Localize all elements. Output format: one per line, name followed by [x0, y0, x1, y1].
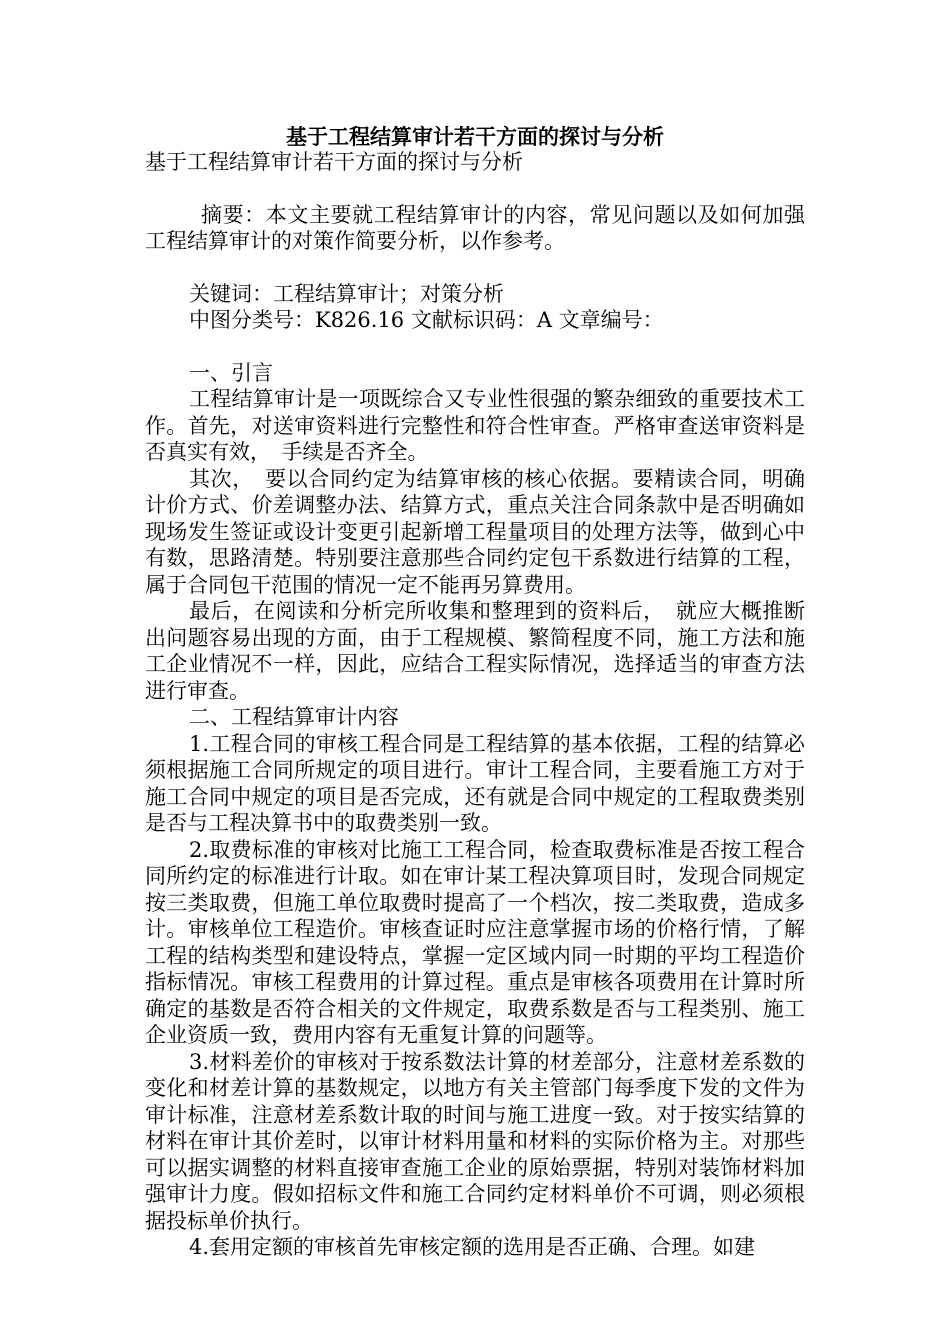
- section-heading-introduction: 一、引言: [189, 360, 273, 385]
- section-heading-audit-content: 二、工程结算审计内容: [189, 705, 399, 729]
- paragraph: 其次， 要以合同约定为结算审核的核心依据。要精读合同，明确计价方式、价差调整办法、结算方式，重点关注合同条款中是否明确如现场发生签证或设计变更引起新增工程量项目的处理方法等，做到心中有数，思路清楚。特别要注意那些合同约定包干系数进行结算的工程，属于合同包干范围的情况一定不能再另算费用。: [145, 466, 805, 597]
- paragraph: 4.套用定额的审核首先审核定额的选用是否正确、合理。如建: [189, 1235, 756, 1259]
- classification-line: 中图分类号：K826.16 文献标识码：A 文章编号：: [189, 308, 664, 332]
- keywords-line: 关键词：工程结算审计；对策分析: [189, 281, 504, 306]
- paragraph: 工程结算审计是一项既综合又专业性很强的繁杂细致的重要技术工作。首先，对送审资料进行完整性和符合性审查。严格审查送审资料是否真实有效， 手续是否齐全。: [145, 387, 805, 464]
- document-title: 基于工程结算审计若干方面的探讨与分析: [286, 125, 664, 149]
- paragraph: 最后，在阅读和分析完所收集和整理到的资料后， 就应大概推断出问题容易出现的方面，由于工程规模、繁简程度不同，施工方法和施工企业情况不一样，因此，应结合工程实际情况，选择适当的审查方法进行审查。: [145, 599, 805, 703]
- abstract-paragraph: 摘要：本文主要就工程结算审计的内容，常见问题以及如何加强工程结算审计的对策作简要分析，以作参考。: [145, 202, 805, 253]
- document-subtitle: 基于工程结算审计若干方面的探讨与分析: [145, 150, 523, 174]
- paragraph: 1.工程合同的审核工程合同是工程结算的基本依据，工程的结算必须根据施工合同所规定的项目进行。审计工程合同，主要看施工方对于施工合同中规定的项目是否完成，还有就是合同中规定的工程取费类别是否与工程决算书中的取费类别一致。: [145, 731, 805, 835]
- document-body: [145, 149, 805, 1261]
- paragraph: 2.取费标准的审核对比施工工程合同，检查取费标准是否按工程合同所约定的标准进行计取。如在审计某工程决算项目时，发现合同规定按三类取费，但施工单位取费时提高了一个档次，按二类取费，造成多计。审核单位工程造价。审核查证时应注意掌握市场的价格行情，了解工程的结构类型和建设特点，掌握一定区域内同一时期的平均工程造价指标情况。审核工程费用的计算过程。重点是审核各项费用在计算时所确定的基数是否符合相关的文件规定，取费系数是否与工程类别、施工企业资质一致，费用内容有无重复计算的问题等。: [145, 837, 805, 1047]
- paragraph: 3.材料差价的审核对于按系数法计算的材差部分，注意材差系数的变化和材差计算的基数规定，以地方有关主管部门每季度下发的文件为审计标准，注意材差系数计取的时间与施工进度一致。对于按实结算的材料在审计其价差时，以审计材料用量和材料的实际价格为主。对那些可以据实调整的材料直接审查施工企业的原始票据，特别对装饰材料加强审计力度。假如招标文件和施工合同约定材料单价不可调，则必须根据投标单价执行。: [145, 1049, 805, 1233]
